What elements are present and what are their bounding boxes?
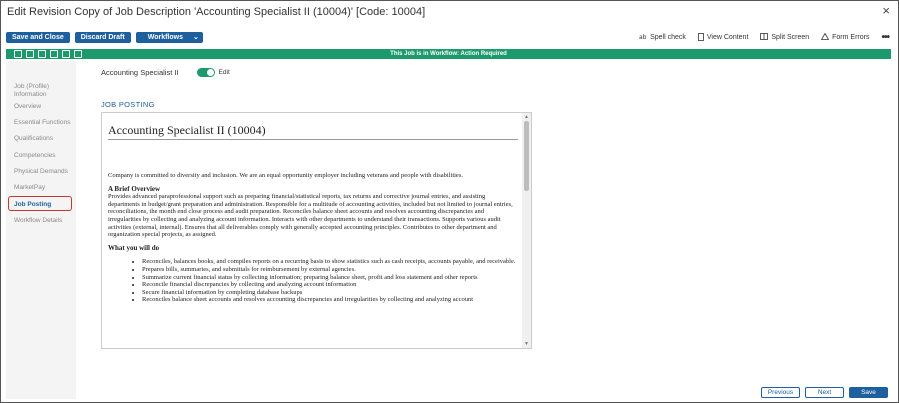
workflows-dropdown-button[interactable] [136,32,203,43]
right-toolbar [639,32,889,43]
edit-toggle-label: Edit [218,69,230,76]
list-item: • Reconcile financial discrepancies by collecting and analyzing account information [142,281,518,289]
editor-icon-row [14,50,82,58]
sidebar-item-qualifications[interactable]: Qualifications [14,135,54,142]
save-button[interactable]: Save [849,387,888,398]
spell-check-label: Spell check [650,34,686,41]
section-sidebar [6,61,76,399]
section-title: JOB POSTING [101,100,155,109]
thumbs-up-icon[interactable] [26,50,34,58]
list-item: • Secure financial information by completing database backups [142,289,518,297]
list-icon[interactable] [38,50,46,58]
list-item: • Prepares bills, summaries, and submittals for reimbursement by external agencies. [142,266,518,274]
split-screen-button[interactable] [760,33,809,42]
sidebar-item-job-profile-information[interactable]: Job (Profile) Information [14,83,50,98]
eeo-statement: Company is committed to diversity and inclusion. We are an equal opportunity employer including veterans and people with disabilities. [108,172,463,179]
list-item: • Summarize current financial status by collecting information; preparing balance sheet, profit and loss statement and other reports [142,274,518,282]
scrollbar-thumb[interactable] [524,121,529,191]
chevron-down-icon: ⌄ [192,33,199,41]
sidebar-item-competencies[interactable]: Competencies [14,152,56,159]
sidebar-item-workflow-details[interactable]: Workflow Details [14,217,63,224]
document-heading: Accounting Specialist II (10004) [108,123,518,140]
sidebar-item-physical-demands[interactable]: Physical Demands [14,168,68,175]
settings-icon[interactable] [14,50,22,58]
job-name: Accounting Specialist II [101,68,179,77]
what-you-will-do-heading: What you will do [108,243,160,252]
sidebar-item-marketpay[interactable]: MarketPay [14,184,46,191]
close-icon[interactable]: × [882,3,890,18]
editor-scrollbar[interactable] [522,113,531,348]
footer-buttons [761,387,888,398]
split-screen-label: Split Screen [771,34,810,41]
split-screen-icon [760,33,768,42]
scroll-up-icon[interactable]: ▲ [524,114,529,120]
document-icon[interactable] [62,50,70,58]
previous-button[interactable]: Previous [761,387,800,398]
form-errors-button[interactable] [821,33,869,42]
action-toolbar [6,32,203,43]
list-item: • Reconciles balance sheet accounts and resolves accounting discrepancies and irregularities by collecting and analyzing account [142,296,518,304]
list-item: • Reconciles, balances books, and compiles reports on a recurring basis to show statistics such as cash receipts, accounts payable, and receivable. [142,258,518,266]
workflow-status-banner: This Job is in Workflow: Action Required [6,49,891,59]
edit-toggle[interactable] [197,68,215,77]
warning-icon [821,33,829,42]
next-button[interactable]: Next [805,387,844,398]
spell-check-icon [639,33,647,42]
sidebar-item-job-posting[interactable]: Job Posting [14,201,52,208]
edit-toggle-group [197,68,230,77]
workflows-label: Workflows [147,34,183,41]
save-and-close-button[interactable]: Save and Close [6,32,70,43]
svg-text:ab: ab [639,34,647,40]
view-content-button[interactable] [698,33,749,43]
sidebar-item-overview[interactable]: Overview [14,103,42,110]
view-content-label: View Content [706,34,749,41]
discard-draft-button[interactable]: Discard Draft [75,32,131,43]
job-header [101,68,230,77]
spell-check-button[interactable] [639,33,686,42]
comment-icon[interactable] [50,50,58,58]
duties-list [142,258,518,304]
document-content [108,123,518,304]
window-title: Edit Revision Copy of Job Description 'Accounting Specialist II (10004)' [Code: 10004] [7,6,426,18]
share-icon[interactable] [74,50,82,58]
form-errors-label: Form Errors [832,34,870,41]
overview-heading: A Brief Overview [108,184,161,193]
scroll-down-icon[interactable]: ▼ [524,341,529,347]
sidebar-item-essential-functions[interactable]: Essential Functions [14,119,71,126]
job-posting-editor[interactable] [101,112,532,349]
document-icon [698,33,704,43]
overview-text: Provides advanced paraprofessional support such as preparing financial/statistical reports, tax returns and corrective journal entries, and assisting departments in budget/grant preparation and administration. Responsible for a multitude of accounting activities, included but not limited to journal entries, reconciliations, the month end close process and audit preparation. Reconciles balance sheet accounts and resolves accounting discrepancies and irregularities by collecting and analyzing account information. Interacts with other departments to understand their transactions. Supports various audit activities (external, internal). Ensures that all deliverables comply with generally accepted accounting principles. Contributes to other department and organization special projects, as assigned. [108,193,513,239]
more-options-icon[interactable]: ••• [881,32,889,43]
